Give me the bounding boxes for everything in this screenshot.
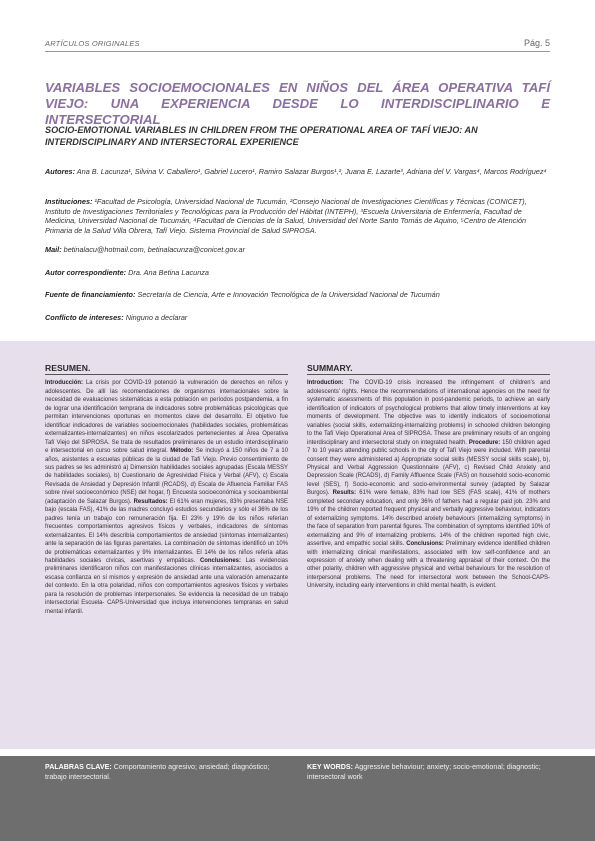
- page-number: Pág. 5: [523, 38, 550, 48]
- resumen-method-label: Método:: [170, 448, 194, 455]
- key-words-label: KEY WORDS:: [307, 763, 353, 771]
- resumen-results: El 61% eran mujeres, 83% presentaba NSE bajo (escala FAS), 41% de las madres concluyó estudios secundarios y sólo el 36% de los padres tenía un trabajo con remuneración fija. El 23% y 19% de los niños referían frecuentes comportamientos agresivos físicos y verbales, indicadores de síntomas externalizantes. El 14% describía comportamientos de ansiedad (síntomas internalizantes) ante la separación de las figuras parentales. La combinación de síntomas identificó un 10% de problemáticas externalizantes y 9% internalizantes. El 14% de los niños refería altas habilidades sociales cívicas, asertivas y empáticas.: [45, 498, 288, 564]
- resumen-body: [45, 379, 288, 616]
- summary-column: [307, 364, 550, 591]
- summary-body: [307, 379, 550, 590]
- mail-text[interactable]: betinalacu@hotmail.com, betinalacunza@conicet.gov.ar: [63, 245, 246, 254]
- corresponding-text: Dra. Ana Betina Lacunza: [128, 268, 209, 277]
- resumen-results-label: Resultados:: [133, 498, 168, 505]
- key-words-text: Aggressive behaviour; anxiety; socio-emotional; diagnostic; intersectoral work: [307, 763, 541, 781]
- conflict-of-interest: [45, 313, 550, 323]
- summary-procedure-label: Procedure:: [468, 439, 501, 446]
- funding: [45, 290, 550, 300]
- resumen-conclusions: Las evidencias preliminares identificaron niños con manifestaciones clínicas internalizantes, asociados a escasa confianza en sí mismos y expresión de ansiedad ante una valoración amenazante del contexto. En la otra polaridad, niños con comportamientos agresivos físicos y verbales para la resolución de problemas interpersonales. Se evidencia la necesidad de un trabajo intersectorial Escuela- CAPS-Universidad que incluya intervenciones tempranas en salud mental infantil.: [45, 557, 288, 615]
- resumen-intro-label: Introducción:: [45, 380, 83, 387]
- palabras-clave: [45, 763, 285, 782]
- resumen-intro: La crisis por COVID-19 potenció la vulneración de derechos en niños y adolescentes. De allí las recomendaciones de organismos internacionales sobre la necesidad de evaluaciones sistemáticas a esta población en períodos postpandemia, a fin de lograr una identificación temprana de indicadores sobre problemáticas psicológicas que permitan intervenciones oportunas en momentos clave del desarrollo. El objetivo fue identificar indicadores de variables socioemocionales (habilidades sociales, problemáticas externalizantes-internalizantes) en niños escolarizados pertenecientes al Área Operativa Tafí Viejo del SIPROSA. Se trata de resultados preliminares de un estudio interdisciplinario e intersectorial en curso sobre salud integral.: [45, 380, 288, 455]
- key-words: [307, 763, 547, 782]
- corresponding-label: Autor correspondiente:: [45, 268, 127, 277]
- palabras-clave-label: PALABRAS CLAVE:: [45, 763, 112, 771]
- authors: [45, 167, 550, 177]
- corresponding-author: [45, 268, 550, 278]
- conflict-label: Conflicto de intereses:: [45, 313, 124, 322]
- section-label: ARTÍCULOS ORIGINALES: [45, 39, 140, 48]
- conflict-text: Ninguno a declarar: [125, 313, 188, 322]
- institutions-text: ¹Facultad de Psicología, Universidad Nacional de Tucumán, ²Consejo Nacional de Investigaciones Científicas y Técnicas (CONICET), Instituto de Investigaciones Territoriales y Tecnológicas para la Producción del Hábitat (INTEPH), ³Escuela Universitaria de Enfermería, Facultad de Medicina, Universidad Nacional de Tucumán, ⁴Facultad de Ciencias de la Salud, Universidad del Norte Santo Tomás de Aquino, ⁵Centro de Atención Primaria de la Salud Villa Obrera, Tafí Viejo. Sistema Provincial de Salud SIPROSA.: [45, 197, 527, 235]
- summary-intro-label: Introduction:: [307, 380, 344, 387]
- running-header: [45, 38, 550, 52]
- resumen-heading: RESUMEN.: [45, 364, 288, 375]
- funding-label: Fuente de financiamiento:: [45, 290, 136, 299]
- funding-text: Secretaría de Ciencia, Arte e Innovación Tecnológica de la Universidad Nacional de Tucumán: [137, 290, 440, 299]
- summary-results: 61% were female, 83% had low SES (FAS scale), 41% of mothers completed secondary education, and only 36% of fathers had a regular paid job. 23% and 19% of the children reported frequent physical and verbally aggressive behaviour, indicators of externalizing symptoms. 14% described anxiety behaviours (internalizing symptoms) in the face of separation from parental figures. The combination of symptoms identified 10% of externalizing and 9% of internalizing problems. 14% of the children reported high civic, assertive, and empathic social skills.: [307, 490, 551, 548]
- institutions: [45, 197, 550, 235]
- resumen-method: Se incluyó a 150 niños de 7 a 10 años, asistentes a escuelas públicas de la ciudad de Tafí Viejo. Previo consentimiento de sus padres se les administró a) Dimensión habilidades sociales agrupadas (Escala MESSY de habilidades sociales), b) Cuestionario de Agresividad Física y Verbal (AFV), c) Escala Revisada de Ansiedad y Depresión Infantil (RCADS), d) Escala de Afluencia Familiar FAS sobre nivel socioeconómico (NSE) del hogar, f) Encuesta socioeconómica y socioambiental (adaptación de Salazar Burgos).: [45, 448, 288, 505]
- institutions-label: Instituciones:: [45, 197, 93, 206]
- mail-label: Mail:: [45, 245, 62, 254]
- authors-text: Ana B. Lacunza¹, Silvina V. Caballero¹, Gabriel Lucero¹, Ramiro Salazar Burgos¹,², Juana E. Lazarte³, Adriana del V. Vargas⁴, Marcos Rodríguez⁴: [76, 167, 547, 176]
- summary-heading: SUMMARY.: [307, 364, 550, 375]
- resumen-conclusions-label: Conclusiones:: [200, 557, 241, 564]
- title-english: SOCIO-EMOTIONAL VARIABLES IN CHILDREN FROM THE OPERATIONAL AREA OF TAFÍ VIEJO: AN INTERDISCIPLINARY AND INTERSECTORAL EXPERIENCE: [45, 125, 478, 147]
- palabras-clave-text: Comportamiento agresivo; ansiedad; diagnóstico; trabajo intersectorial.: [45, 763, 270, 781]
- summary-intro: The COVID-19 crisis increased the infringement of children's and adolescents' rights. Hence the recommendations of international agencies on the need for systematic assessments of this population in post-pandemic periods, to achieve an early identification of indicators of psychological problems that allow timely interventions at key moments of development. The objective was to identify indicators of socioemotional variables (social skills, externalizing-internalizing problems) in schooled children belonging to the Tafí Viejo Operational Area of SIPROSA. These are preliminary results of an ongoing interdisciplinary and intersectoral study on integrated health.: [307, 380, 551, 446]
- summary-conclusions-label: Conclusions:: [406, 541, 444, 548]
- summary-procedure: 150 children aged 7 to 10 years attending public schools in the city of Tafí Viejo were included. With parental consent they were administered a) Appropriate social skills (MESSY social skills scale), b), Physical and Verbal Aggression Questionnaire (AFV), c) Revised Child Anxiety and Depression Scale (RCADS), d) Family Affluence Scale (FAS) on household socio-economic level (SES), f) Socio-economic and socio-environmental survey (adapted by Salazar Burgos).: [307, 439, 550, 497]
- title-spanish: VARIABLES SOCIOEMOCIONALES EN NIÑOS DEL ÁREA OPERATIVA TAFÍ VIEJO: UNA EXPERIENCIA DESDE LO INTERDISCIPLINARIO E INTERSECTORIAL: [45, 80, 550, 127]
- resumen-column: [45, 364, 288, 616]
- summary-results-label: Results:: [332, 490, 357, 497]
- summary-conclusions: Preliminary evidence identified children with internalizing clinical manifestations, associated with low self-confidence and an expression of anxiety when dealing with a threatening appraisal of their context. On the other polarity, children with aggressive physical and verbal behaviours for the resolution of interpersonal problems. The need for intersectoral work between the School-CAPS-University, including early interventions in child mental health, is evident.: [307, 541, 550, 590]
- mail: [45, 245, 550, 255]
- authors-label: Autores:: [45, 167, 75, 176]
